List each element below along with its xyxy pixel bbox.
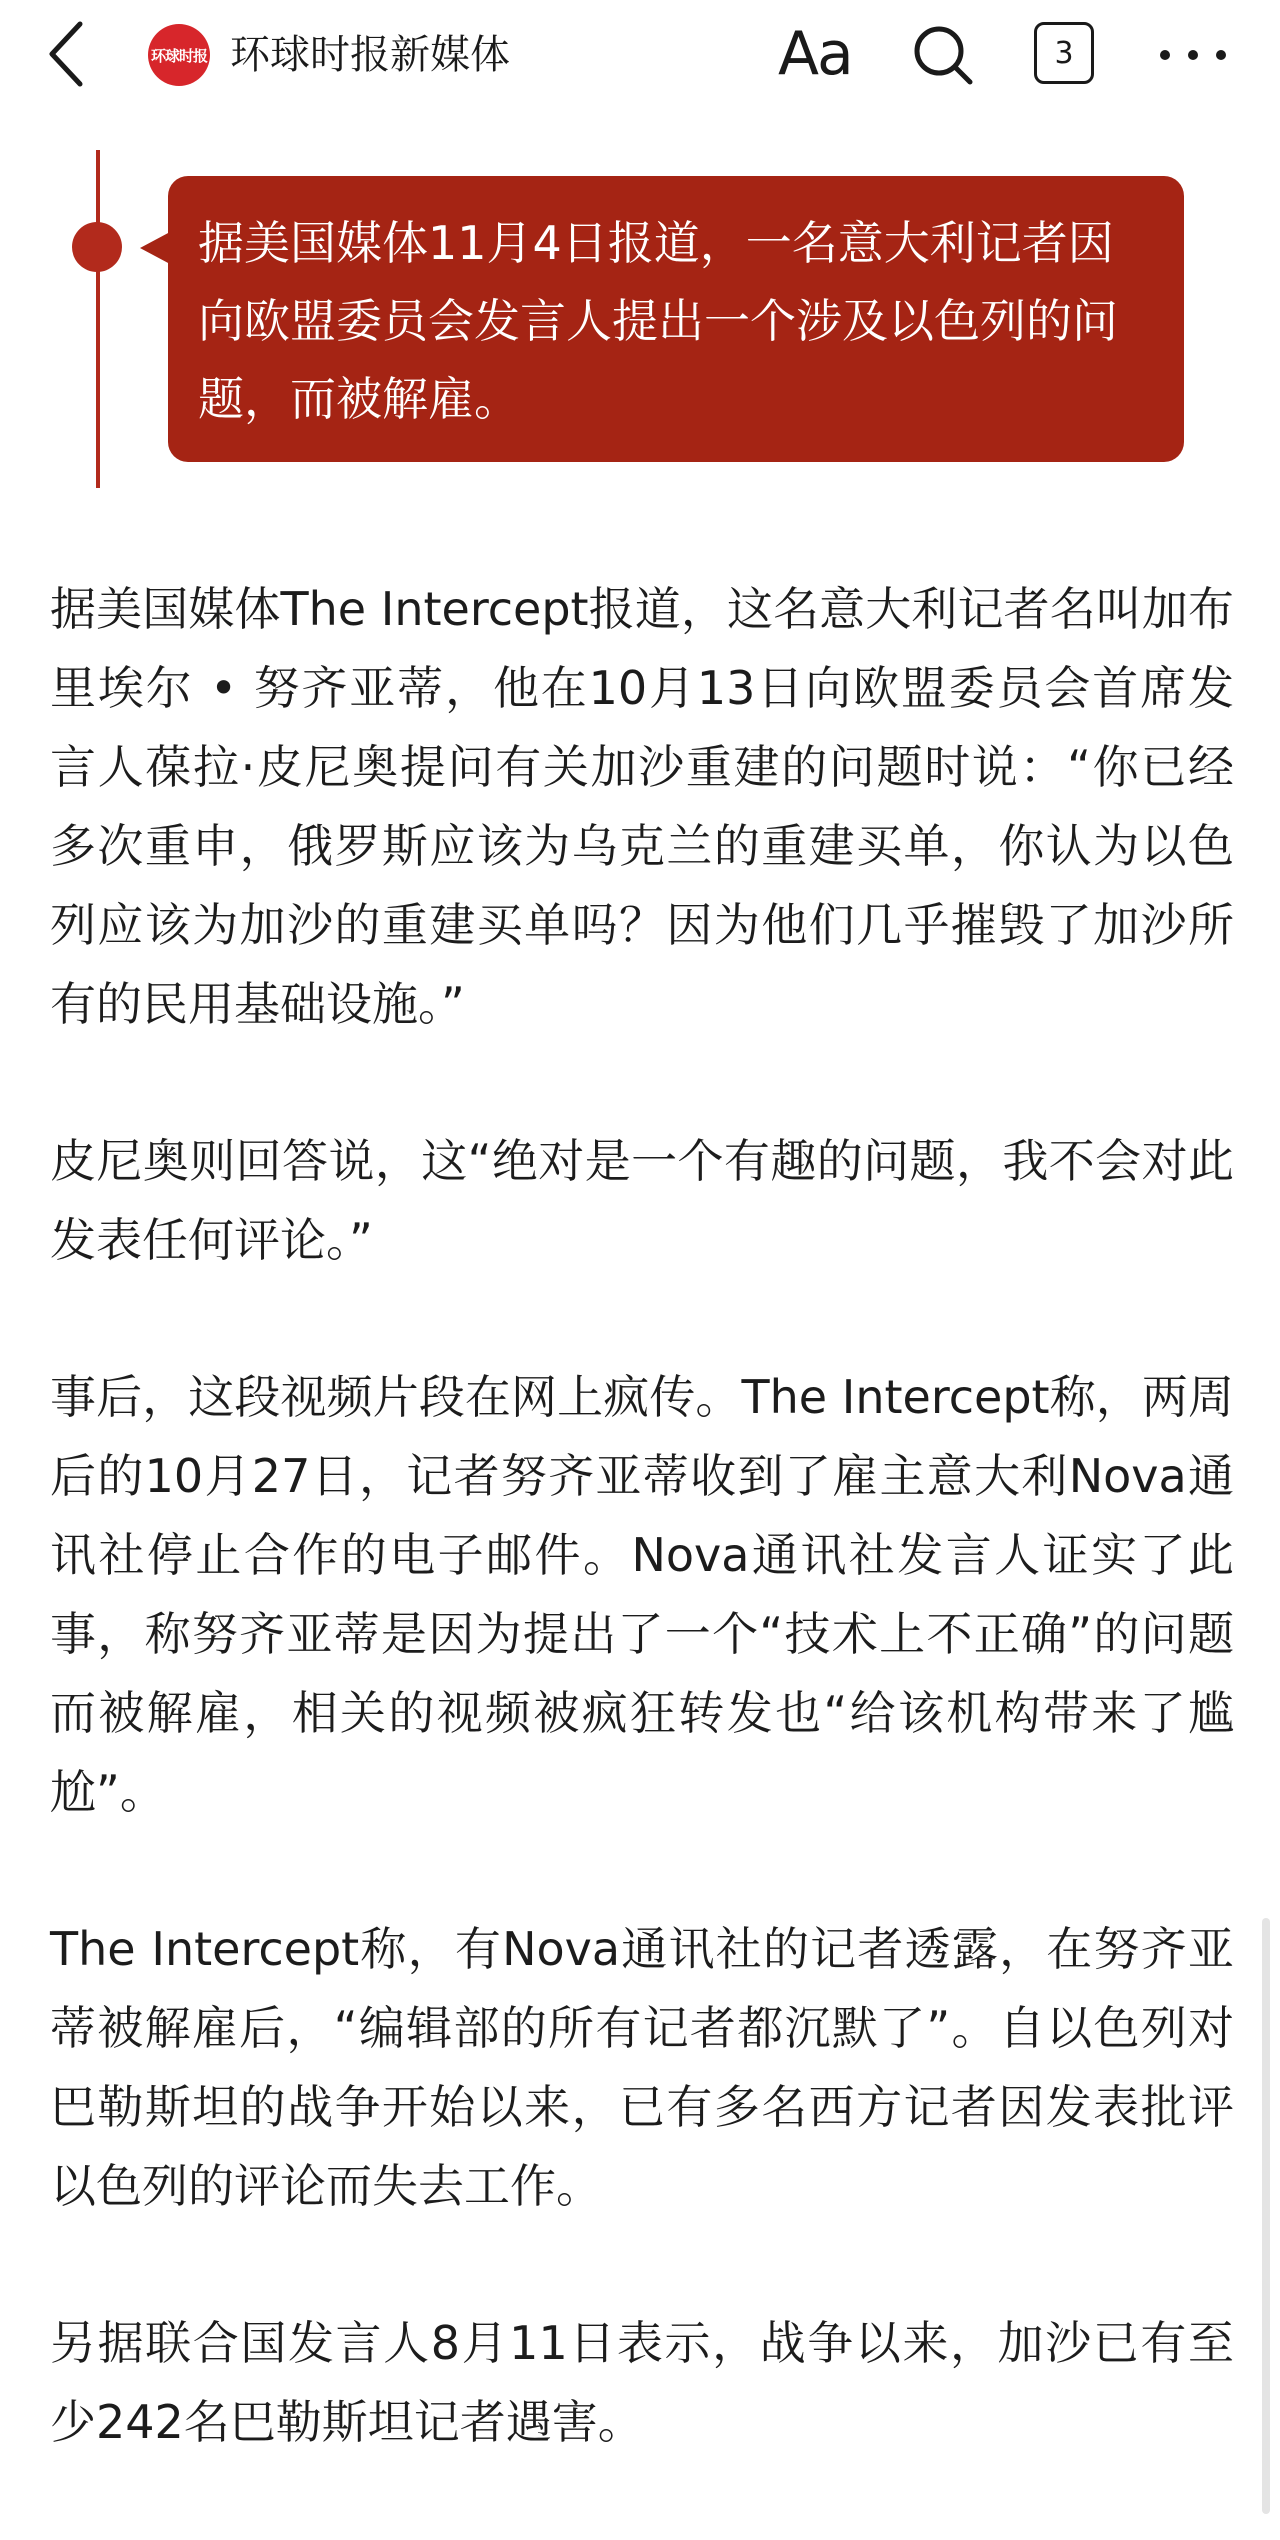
back-button[interactable] (40, 18, 100, 90)
tab-count-button[interactable] (1034, 22, 1094, 84)
tab-count: 3 (1054, 35, 1074, 71)
article-paragraph: 事后，这段视频片段在网上疯传。The Intercept称，两周后的10月27日，记者努齐亚蒂收到了雇主意大利Nova通讯社停止合作的电子邮件。Nova通讯社发言人证实了此事，称努齐亚蒂是因为提出了一个“技术上不正确”的问题而被解雇，相关的视频被疯狂转发也“给该机构带来了尴尬”。 (50, 1370, 1234, 1819)
article-paragraph: 另据联合国发言人8月11日表示，战争以来，加沙已有至少242名巴勒斯坦记者遇害。 (50, 2316, 1234, 2449)
callout-arrow (140, 232, 170, 264)
ellipsis-icon (1188, 50, 1198, 60)
account-logo[interactable] (148, 24, 210, 86)
article-body (50, 570, 1234, 2540)
top-navigation-bar (0, 0, 1280, 110)
font-size-button[interactable]: Aa (778, 19, 852, 89)
chevron-left-icon (40, 18, 100, 90)
ellipsis-icon (1160, 50, 1170, 60)
summary-text: 据美国媒体11月4日报道，一名意大利记者因向欧盟委员会发言人提出一个涉及以色列的问题，而被解雇。 (198, 216, 1118, 426)
timeline-dot (72, 222, 122, 272)
article-paragraph: 据美国媒体The Intercept报道，这名意大利记者名叫加布里埃尔 • 努齐亚蒂，他在10月13日向欧盟委员会首席发言人葆拉·皮尼奥提问有关加沙重建的问题时说：“你已经多次重申，俄罗斯应该为乌克兰的重建买单，你认为以色列应该为加沙的重建买单吗？因为他们几乎摧毁了加沙所有的民用基础设施。” (50, 582, 1234, 1031)
summary-callout (168, 176, 1184, 462)
account-name[interactable]: 环球时报新媒体 (230, 32, 510, 78)
scrollbar[interactable] (1262, 1918, 1270, 2514)
more-button[interactable] (1160, 30, 1226, 80)
search-button[interactable] (910, 22, 976, 88)
ellipsis-icon (1216, 50, 1226, 60)
logo-text: 环球时报 (150, 46, 207, 65)
article-paragraph: 皮尼奥则回答说，这“绝对是一个有趣的问题，我不会对此发表任何评论。” (50, 1134, 1234, 1267)
article-paragraph: The Intercept称，有Nova通讯社的记者透露，在努齐亚蒂被解雇后，“编辑部的所有记者都沉默了”。自以色列对巴勒斯坦的战争开始以来，已有多名西方记者因发表批评以色列的评论而失去工作。 (50, 1922, 1234, 2213)
timeline-line (96, 150, 100, 488)
search-icon (910, 73, 976, 92)
